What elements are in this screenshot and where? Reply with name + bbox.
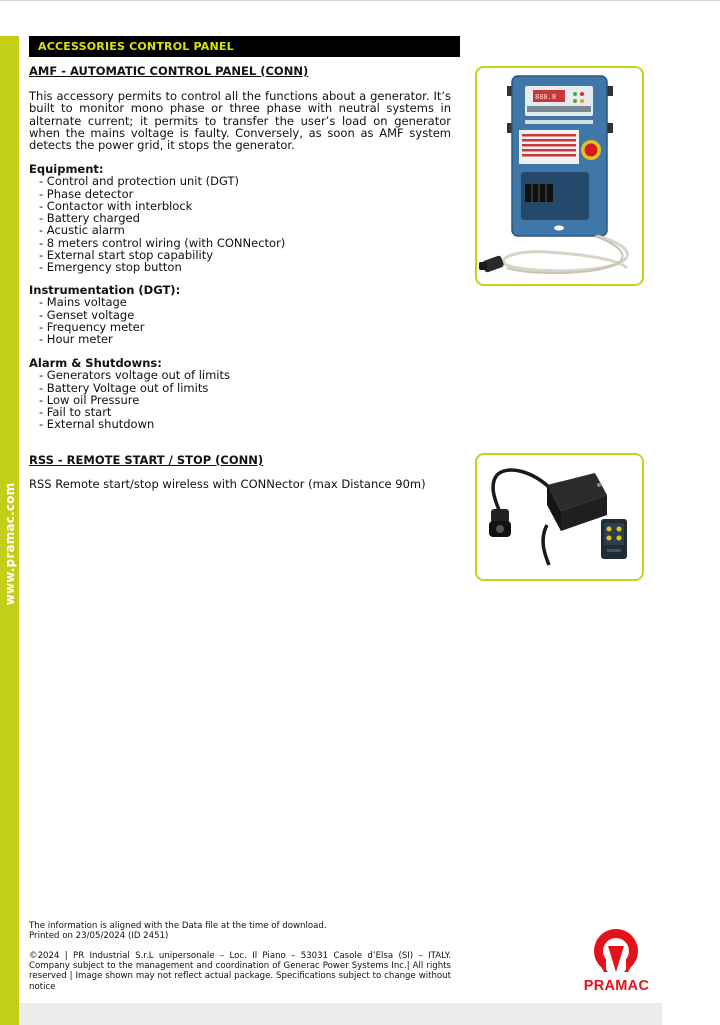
list-item: - Acustic alarm — [39, 223, 125, 238]
rss-title-block — [29, 454, 263, 466]
list-item: - Generators voltage out of limits — [39, 368, 230, 383]
list-item: - Phase detector — [39, 186, 134, 201]
list-item: - Battery charged — [39, 211, 140, 226]
list-item: - Control and protection unit (DGT) — [39, 174, 240, 189]
instrumentation-list — [29, 284, 180, 345]
amf-title-block — [29, 65, 308, 77]
alarms-title: Alarm & Shutdowns: — [29, 356, 162, 370]
footer-band — [19, 1003, 662, 1025]
list-item: - Battery Voltage out of limits — [39, 380, 209, 395]
equipment-list — [29, 163, 285, 274]
list-item: - Low oil Pressure — [39, 392, 140, 407]
pramac-logo-icon — [590, 926, 642, 976]
download-note: The information is aligned with the Data file at the time of download. — [29, 921, 327, 931]
alarms-list — [29, 357, 230, 431]
list-item: - Hour meter — [39, 332, 113, 347]
instrumentation-title: Instrumentation (DGT): — [29, 283, 181, 297]
pramac-logo-text: PRAMAC — [583, 978, 650, 994]
svg-text:888.8: 888.8 — [535, 93, 557, 101]
amf-description: This accessory permits to control all the functions about a generator. It’s built to monitor mono phase or three phase with neutral systems in alternate current; it permits to transfer the user’s load on generator when the mains voltage is faulty. Conversely, as soon as AMF system detects the power grid, it stops the generator. — [29, 89, 451, 153]
amf-product-image — [475, 66, 644, 286]
list-item: - Emergency stop button — [39, 260, 182, 275]
legal-notice: ©2024 | PR Industrial S.r.L unipersonale – Loc. Il Piano – 53031 Casole d’Elsa (SI) – ITALY. Company subject to the management and coordination of Generac Power Systems Inc.| All rights reserved | Image shown may not reflect actual package. Specifications subject to change without notice — [29, 951, 451, 992]
list-item: - External shutdown — [39, 417, 155, 432]
amf-panel-illustration — [477, 68, 642, 284]
amf-title: AMF - AUTOMATIC CONTROL PANEL (CONN) — [29, 64, 309, 78]
list-item: - External start stop capability — [39, 248, 214, 263]
sidebar-accent-bar — [0, 36, 19, 1025]
list-item: - Mains voltage — [39, 295, 127, 310]
list-item: - 8 meters control wiring (with CONNector) — [39, 235, 286, 250]
list-item: - Fail to start — [39, 405, 112, 420]
print-date: Printed on 23/05/2024 (ID 2451) — [29, 931, 169, 941]
top-rule — [0, 0, 720, 1]
rss-remote-illustration — [477, 455, 642, 579]
rss-description: RSS Remote start/stop wireless with CONNector (max Distance 90m) — [29, 477, 426, 491]
section-header: ACCESSORIES CONTROL PANEL — [29, 36, 460, 57]
equipment-title: Equipment: — [29, 162, 104, 176]
rss-title: RSS - REMOTE START / STOP (CONN) — [29, 453, 264, 467]
rss-product-image — [475, 453, 644, 581]
website-url[interactable]: www.pramac.com — [3, 482, 17, 606]
list-item: - Contactor with interblock — [39, 198, 193, 213]
list-item: - Genset voltage — [39, 307, 135, 322]
list-item: - Frequency meter — [39, 319, 145, 334]
